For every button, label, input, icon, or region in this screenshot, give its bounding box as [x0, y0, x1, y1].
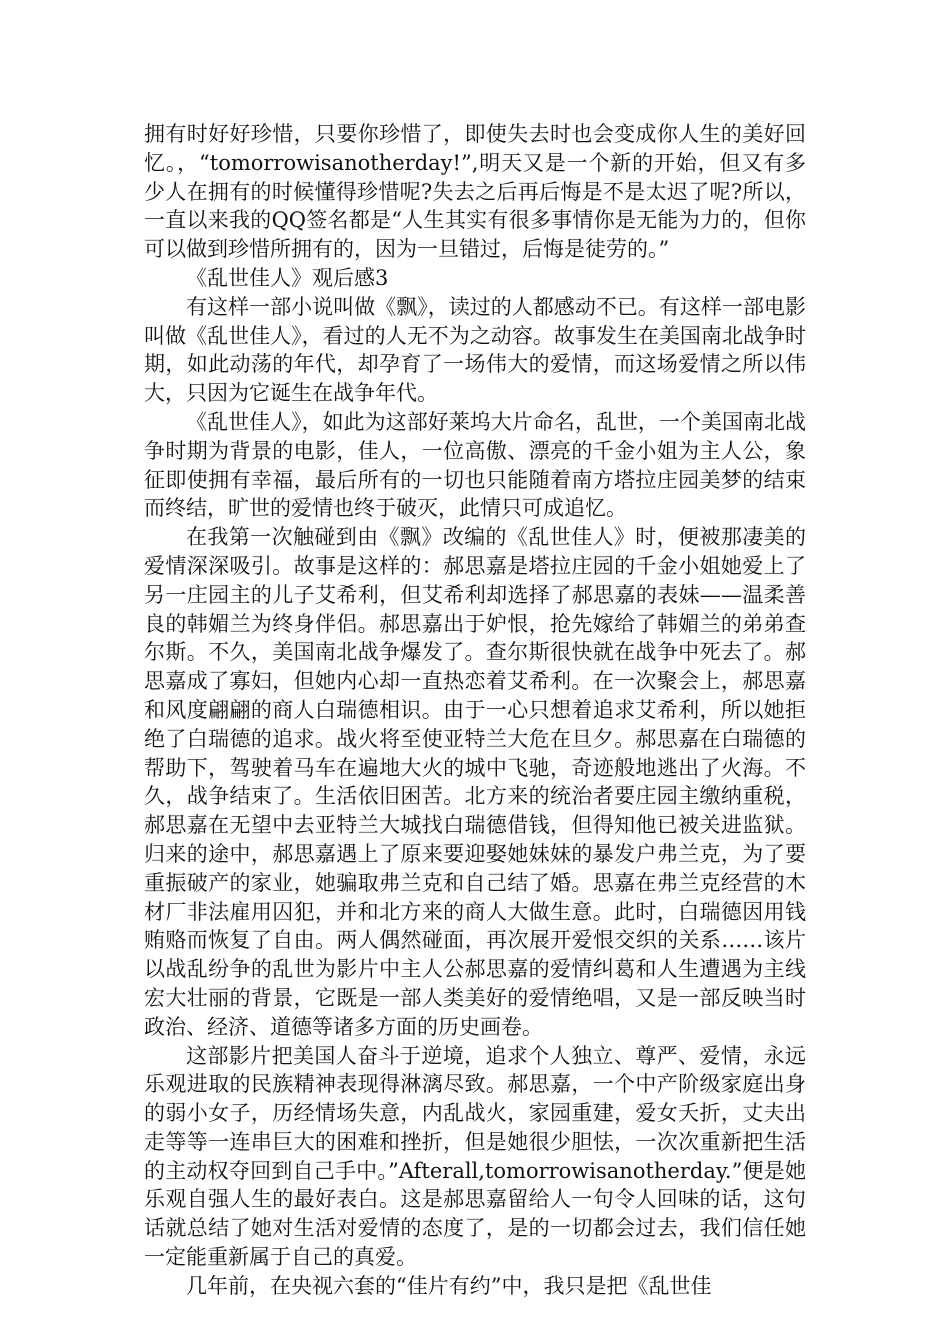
- paragraph: 有这样一部小说叫做《飘》，读过的人都感动不已。有这样一部电影叫做《乱世佳人》，看过的人无不为之动容。故事发生在美国南北战争时期，如此动荡的年代，却孕育了一场伟大的爱情，而这场爱情之所以伟大，只因为它诞生在战争年代。: [144, 294, 806, 406]
- paragraph-truncated: 几年前，在央视六套的“佳片有约”中，我只是把《乱世佳: [186, 1273, 712, 1298]
- section-heading: 《乱世佳人》观后感3: [186, 265, 389, 290]
- paragraph-continuation: 拥有时好好珍惜，只要你珍惜了，即使失去时也会变成你人生的美好回忆。，“tomorrowisanotherday!”,明天又是一个新的开始，但又有多少人在拥有的时候懂得珍惜呢?失去之后再后悔是不是太迟了呢?所以，一直以来我的QQ签名都是“人生其实有很多事情你是无能为力的，但你可以做到珍惜所拥有的，因为一旦错过，后悔是徒劳的。”: [144, 122, 806, 262]
- paragraph: 这部影片把美国人奋斗于逆境，追求个人独立、尊严、爱情，永远乐观进取的民族精神表现得淋漓尽致。郝思嘉，一个中产阶级家庭出身的弱小女子，历经情场失意，内乱战火，家园重建，爱女夭折，丈夫出走等等一连串巨大的困难和挫折，但是她很少胆怯，一次次重新把生活的主动权夺回到自己手中。”Afterall,tomorrowisanotherday.”便是她乐观自强人生的最好表白。这是郝思嘉留给人一句令人回味的话，这句话就总结了她对生活对爱情的态度了，是的一切都会过去，我们信任她一定能重新属于自己的真爱。: [144, 1043, 806, 1270]
- paragraph: 在我第一次触碰到由《飘》改编的《乱世佳人》时，便被那凄美的爱情深深吸引。故事是这样的：郝思嘉是塔拉庄园的千金小姐她爱上了另一庄园主的儿子艾希利，但艾希利却选择了郝思嘉的表妹——温柔善良的韩媚兰为终身伴侣。郝思嘉出于妒恨，抢先嫁给了韩媚兰的弟弟查尔斯。不久，美国南北战争爆发了。查尔斯很快就在战争中死去了。郝思嘉成了寡妇，但她内心却一直热恋着艾希利。在一次聚会上，郝思嘉和风度翩翩的商人白瑞德相识。由于一心只想着追求艾希利，所以她拒绝了白瑞德的追求。战火将至使亚特兰大危在旦夕。郝思嘉在白瑞德的帮助下，驾驶着马车在遍地大火的城中飞驰，奇迹般地逃出了火海。不久，战争结束了。生活依旧困苦。北方来的统治者要庄园主缴纳重税，郝思嘉在无望中去亚特兰大城找白瑞德借钱，但得知他已被关进监狱。归来的途中，郝思嘉遇上了原来要迎娶她妹妹的暴发户弗兰克，为了要重振破产的家业，她骗取弗兰克和自己结了婚。思嘉在弗兰克经营的木材厂非法雇用囚犯，并和北方来的商人大做生意。此时，白瑞德因用钱贿赂而恢复了自由。两人偶然碰面，再次展开爱恨交织的关系……该片以战乱纷争的乱世为影片中主人公郝思嘉的爱情纠葛和人生遭遇为主线宏大壮丽的背景，它既是一部人类美好的爱情绝唱，又是一部反映当时政治、经济、道德等诸多方面的历史画卷。: [144, 525, 806, 1039]
- paragraph: 《乱世佳人》，如此为这部好莱坞大片命名，乱世，一个美国南北战争时期为背景的电影，佳人，一位高傲、漂亮的千金小姐为主人公，象征即使拥有幸福，最后所有的一切也只能随着南方塔拉庄园美梦的结束而终结，旷世的爱情也终于破灭，此情只可成追忆。: [144, 409, 806, 521]
- document-page: [144, 120, 806, 1301]
